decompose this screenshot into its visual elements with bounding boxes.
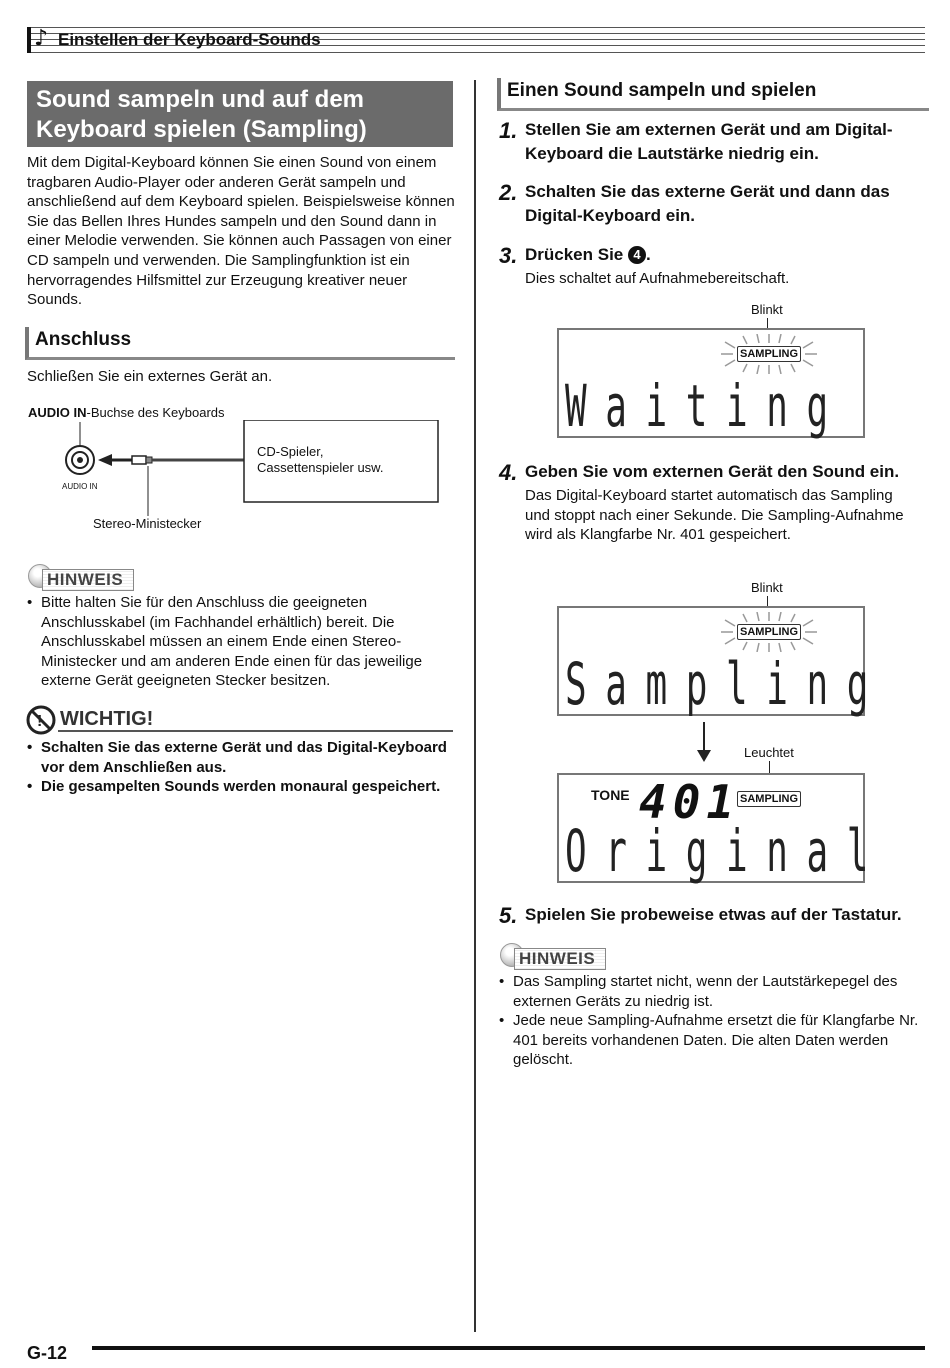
step-text: Spielen Sie probeweise etwas auf der Tastatur.	[525, 905, 902, 924]
step-number: 1.	[499, 118, 518, 143]
hinweis-label: HINWEIS	[519, 949, 596, 968]
lcd-display-original	[557, 773, 888, 885]
step-subtext: Dies schaltet auf Aufnahmebereitschaft.	[525, 270, 790, 287]
wichtig-item: • Schalten Sie das externe Gerät und das Digital-Keyboard vor dem Anschließen aus.	[27, 738, 447, 777]
header-rule-bottom	[27, 52, 925, 53]
blinkt-label: Blinkt	[751, 302, 783, 317]
step-text	[525, 243, 920, 267]
lcd-display-waiting	[557, 328, 865, 438]
lcd-main-text: Sampling	[565, 650, 888, 718]
step-text-part: .	[646, 245, 651, 264]
hinweis-item: • Das Sampling startet nicht, wenn der Lautstärkepegel des externen Geräts zu niedrig ist.	[499, 972, 923, 1011]
stereo-ministecker-label: Stereo-Ministecker	[93, 516, 202, 531]
music-note-icon: ♪	[34, 26, 49, 51]
leuchtet-label: Leuchtet	[744, 745, 794, 760]
hinweis-item: • Bitte halten Sie für den Anschluss die geeigneten Anschlusskabel (im Fachhandel erhältlich) bereit. Die Anschlusskabel müssen an einem Ende einen Stereo-Ministecker und am anderen Ende einen für das jeweilige externe Gerät geeigneten Stecker besitzen.	[27, 593, 452, 691]
external-device-line1: CD-Spieler,	[257, 444, 324, 459]
ministecker-grip	[146, 457, 152, 463]
blinkt-label: Blinkt	[751, 580, 783, 595]
tone-number: 401	[639, 775, 741, 829]
step-text: Schalten Sie das externe Gerät und dann das Digital-Keyboard ein.	[525, 182, 890, 225]
audio-in-label-rest: -Buchse des Keyboards	[86, 405, 225, 420]
arrow-down-icon	[694, 722, 714, 764]
step-text: Geben Sie vom externen Gerät den Sound ein.	[525, 462, 900, 481]
hinweis-badge	[28, 564, 134, 590]
step-number: 3.	[499, 243, 518, 268]
column-divider	[474, 80, 476, 1332]
header-rule-top	[27, 27, 925, 28]
connection-heading-text: Anschluss	[35, 329, 132, 350]
footer-rule	[92, 1346, 925, 1350]
hinweis-label: HINWEIS	[47, 570, 124, 589]
right-heading-text: Einen Sound sampeln und spielen	[507, 80, 817, 101]
step-subtext: Das Digital-Keyboard startet automatisch das Sampling und stoppt nach einer Sekunde. Die Sampling-Aufnahme wird als Klangfarbe Nr. 401 gespeichert.	[525, 487, 904, 544]
hinweis-badge	[500, 943, 606, 969]
header-section-title: Einstellen der Keyboard-Sounds	[58, 30, 321, 49]
button-4-icon: 4	[628, 246, 646, 264]
lcd-main-text: Original	[565, 817, 888, 885]
sampling-indicator: SAMPLING	[737, 791, 801, 807]
svg-text:!: !	[37, 713, 43, 730]
audio-in-label	[28, 405, 225, 420]
header-bar	[27, 27, 31, 53]
external-device-line2: Cassettenspieler usw.	[257, 460, 384, 475]
hinweis-list	[27, 593, 452, 691]
main-title-box	[27, 81, 453, 147]
audio-in-jack-label: AUDIO IN	[62, 482, 98, 491]
audio-in-jack-center	[77, 457, 83, 463]
right-heading	[497, 78, 929, 111]
hinweis-label-box	[514, 948, 606, 970]
wichtig-item: • Die gesampelten Sounds werden monaural gespeichert.	[27, 777, 447, 797]
lcd-main-text: Waiting	[565, 372, 847, 440]
connection-heading	[25, 327, 455, 360]
hinweis-label-box	[42, 569, 134, 591]
step-number: 4.	[499, 460, 518, 485]
external-device-label	[257, 444, 383, 476]
connection-text: Schließen Sie ein externes Gerät an.	[27, 368, 273, 385]
step-text-part: Drücken Sie	[525, 245, 628, 264]
step-number: 5.	[499, 903, 518, 928]
wichtig-list	[27, 738, 447, 797]
step-text: Stellen Sie am externen Gerät und am Digital-Keyboard die Lautstärke niedrig ein.	[525, 120, 893, 163]
hinweis-item: • Jede neue Sampling-Aufnahme ersetzt die für Klangfarbe Nr. 401 bereits vorhandenen Daten. Die alten Daten werden gelöscht.	[499, 1011, 923, 1070]
wichtig-icon	[26, 705, 56, 735]
audio-in-label-bold: AUDIO IN	[28, 405, 87, 420]
tone-label: TONE	[591, 787, 630, 803]
connection-diagram	[28, 420, 448, 520]
plug-arrow-head	[98, 454, 112, 466]
sampling-indicator: SAMPLING	[737, 346, 801, 362]
ministecker-plug	[132, 456, 146, 464]
lcd-display-sampling	[557, 606, 888, 718]
hinweis-list	[499, 972, 923, 1070]
wichtig-rule	[58, 730, 453, 732]
page-number: G-12	[27, 1343, 68, 1363]
sampling-indicator: SAMPLING	[737, 624, 801, 640]
intro-paragraph: Mit dem Digital-Keyboard können Sie einen Sound von einem tragbaren Audio-Player oder anderen Gerät sampeln und anschließend auf dem Keyboard spielen. Beispielsweise können Sie das Bellen Ihres Hundes sampeln und den Sound dann in einer Melodie verwenden. Sie können auch Passagen von einer CD sampeln und verwenden. Die Samplingfunktion ist ein hervorragendes Hilfsmittel zur Erzeugung kreativer neuer Sounds.	[27, 154, 455, 309]
step-number: 2.	[499, 180, 518, 205]
main-title: Sound sampeln und auf dem Keyboard spielen (Sampling)	[36, 86, 367, 143]
wichtig-label: WICHTIG!	[60, 708, 154, 730]
